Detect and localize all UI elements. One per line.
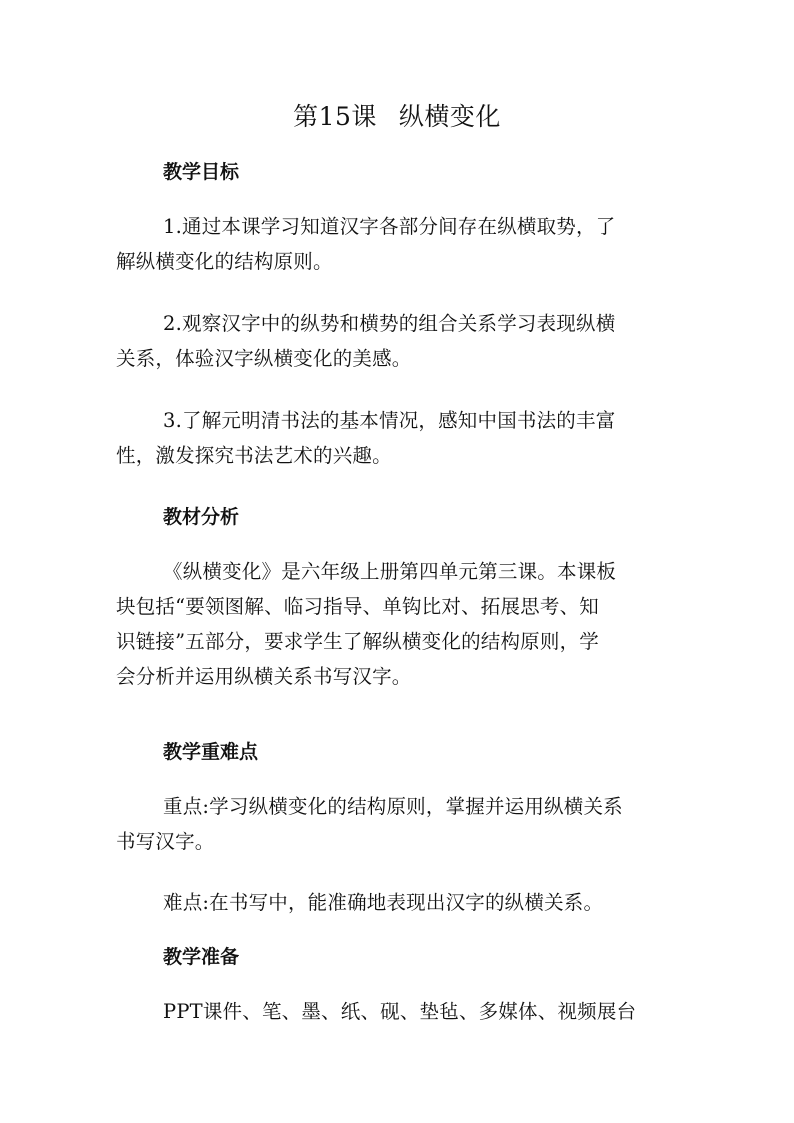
analysis-line-3: 识链接”五部分，要求学生了解纵横变化的结构原则，学 — [116, 630, 599, 653]
goal-item-2 — [116, 306, 668, 376]
title-lesson-name: 纵横变化 — [398, 102, 501, 131]
goal-item-1-line-1: 1.通过本课学习知道汉字各部分间存在纵横取势，了 — [163, 215, 616, 238]
important-point — [116, 789, 668, 859]
goal-item-3-line-1: 3.了解元明清书法的基本情况，感知中国书法的丰富 — [163, 409, 616, 432]
goal-item-2-line-2: 关系，体验汉字纵横变化的美感。 — [116, 347, 412, 370]
goal-item-2-line-1: 2.观察汉字中的纵势和横势的组合关系学习表现纵横 — [163, 312, 616, 335]
analysis-paragraph — [116, 554, 668, 694]
preparation-paragraph — [116, 994, 668, 1029]
important-point-line-2: 书写汉字。 — [116, 830, 215, 853]
difficult-point-line-1: 难点:在书写中，能准确地表现出汉字的纵横关系。 — [163, 891, 604, 914]
preparation-line-1: PPT课件、笔、墨、纸、砚、垫毡、多媒体、视频展台 — [163, 1000, 637, 1023]
goal-item-3-line-2: 性，激发探究书法艺术的兴趣。 — [116, 444, 392, 467]
page-title — [0, 100, 794, 134]
title-lesson-number: 第15课 — [293, 102, 377, 131]
section-heading-goals: 教学目标 — [163, 161, 240, 183]
goal-item-1 — [116, 209, 668, 279]
difficult-point — [116, 885, 668, 920]
analysis-line-1: 《纵横变化》是六年级上册第四单元第三课。本课板 — [163, 560, 617, 583]
important-point-line-1: 重点:学习纵横变化的结构原则，掌握并运用纵横关系 — [163, 795, 623, 818]
section-heading-key-points: 教学重难点 — [163, 741, 259, 763]
analysis-line-2: 块包括“要领图解、临习指导、单钩比对、拓展思考、知 — [116, 595, 599, 618]
goal-item-3 — [116, 403, 668, 473]
section-heading-analysis: 教材分析 — [163, 506, 240, 528]
goal-item-1-line-2: 解纵横变化的结构原则。 — [116, 250, 333, 273]
section-heading-preparation: 教学准备 — [163, 946, 240, 968]
analysis-line-4: 会分析并运用纵横关系书写汉字。 — [116, 665, 412, 688]
